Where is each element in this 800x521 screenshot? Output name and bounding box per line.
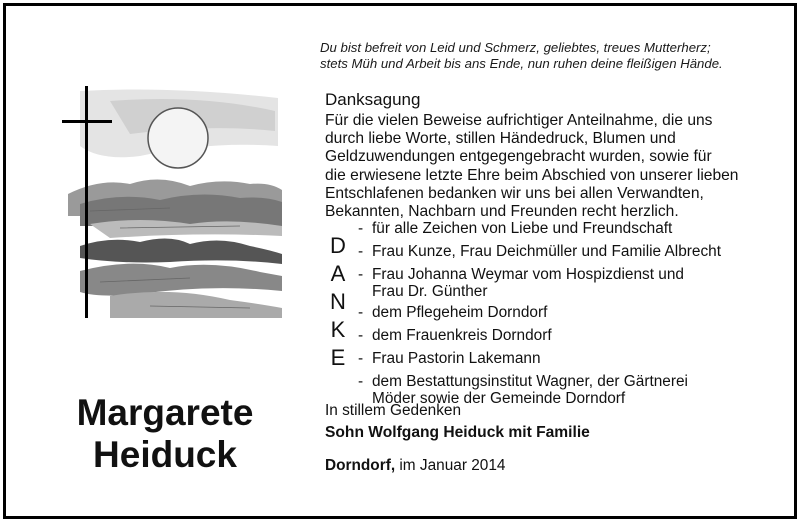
paragraph-line: durch liebe Worte, stillen Händedruck, Blumen und [325,130,676,148]
danke-letter: K [330,317,346,342]
thanks-paragraph [325,112,765,221]
danke-letter: N [330,289,346,314]
danke-letter: E [330,345,346,370]
dash: - [358,373,364,390]
deceased-name [40,392,290,476]
paragraph-line: die erwiesene letzte Ehre beim Abschied von unserer lieben [325,166,739,184]
danke-item-text: dem Pflegeheim Dorndorf [372,304,548,321]
dash: - [358,266,364,283]
danke-item-text: dem Bestattungsinstitut Wagner, der Gärtnerei Möder sowie der Gemeinde Dorndorf [372,373,688,407]
paragraph-line: Für die vielen Beweise aufrichtiger Anteilnahme, die uns [325,112,713,129]
danke-list [358,220,788,413]
danksagung-title: Danksagung [325,90,421,109]
danke-item-text: dem Frauenkreis Dorndorf [372,327,552,344]
motto-verse [320,40,760,72]
date: im Januar 2014 [395,457,506,474]
paragraph-line: Entschlafenen bedanken wir uns bei allen Verwandten, [325,184,704,202]
cross-landscape-drawing [50,86,282,318]
danke-item [358,350,788,367]
danke-item-text: für alle Zeichen von Liebe und Freundschaft [372,220,673,237]
paragraph-line: Bekannten, Nachbarn und Freunden recht herzlich. [325,203,679,221]
danke-acrostic [326,232,350,372]
first-name: Margarete [76,392,254,433]
dash: - [358,243,364,260]
in-memory-text: In stillem Gedenken [325,402,462,419]
danke-item [358,243,788,260]
motto-line: stets Müh und Arbeit bis ans Ende, nun ruhen deine fleißigen Hände. [320,56,723,71]
last-name: Heiduck [93,434,237,475]
danke-item-text: Frau Johanna Weymar vom Hospizdienst und Frau Dr. Günther [372,266,684,300]
dash: - [358,327,364,344]
dash: - [358,220,364,237]
dash: - [358,304,364,321]
danke-item [358,220,788,237]
cross-landscape-icon [50,86,282,318]
danke-letter: A [330,261,346,286]
place: Dorndorf, [325,457,396,474]
danke-letter: D [330,233,346,258]
danke-item [358,304,788,321]
danke-item-text: Frau Kunze, Frau Deichmüller und Familie Albrecht [372,243,722,260]
place-date [325,457,505,475]
family-signature: Sohn Wolfgang Heiduck mit Familie [325,424,590,441]
paragraph-line: Geldzuwendungen entgegengebracht wurden, sowie für [325,148,712,166]
danke-item [358,327,788,344]
motto-line: Du bist befreit von Leid und Schmerz, geliebtes, treues Mutterherz; [320,40,711,55]
danke-item [358,266,788,300]
dash: - [358,350,364,367]
danke-item-text: Frau Pastorin Lakemann [372,350,541,367]
